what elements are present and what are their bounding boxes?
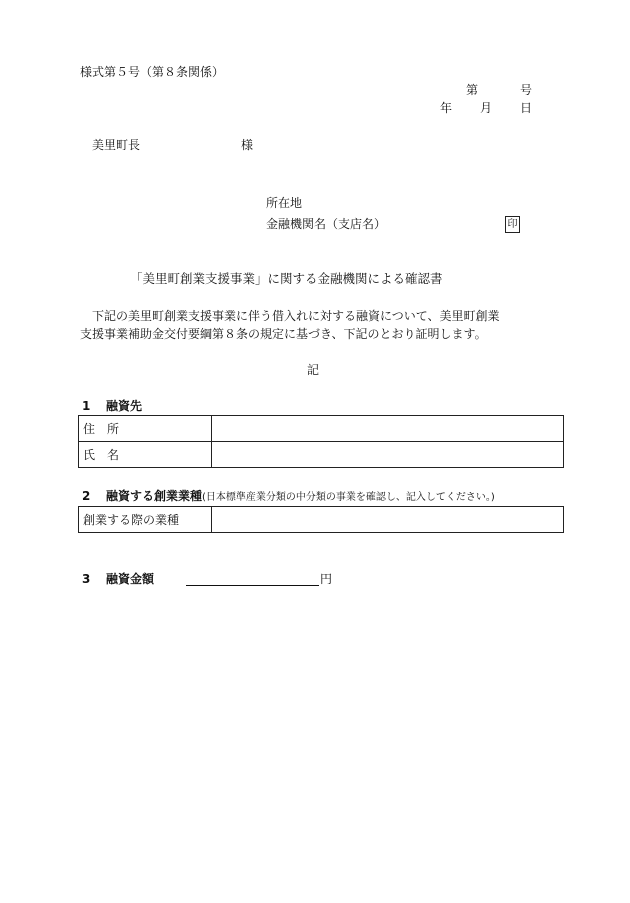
table-row: [79, 507, 564, 533]
document-title: 「美里町創業支援事業」に関する金融機関による確認書: [130, 271, 443, 286]
addressee-honorific: 様: [241, 138, 254, 152]
section-2-note: (日本標準産業分類の中分類の事業を確認し、記入してください。): [202, 492, 495, 503]
industry-label: 創業する際の業種: [79, 507, 212, 533]
address-field[interactable]: [212, 416, 564, 442]
section-2-number: 2: [82, 489, 91, 503]
name-field[interactable]: [212, 442, 564, 468]
industry-table: [78, 506, 564, 533]
borrower-table: [78, 415, 564, 468]
address-label: 住 所: [79, 416, 212, 442]
section-3-title: 融資金額: [106, 572, 155, 586]
doc-number-go: 号: [520, 83, 533, 97]
seal-mark: 印: [505, 216, 520, 233]
doc-number-dai: 第: [466, 83, 479, 97]
section-3-number: 3: [82, 572, 91, 586]
name-label: 氏 名: [79, 442, 212, 468]
bank-name-label: 金融機関名（支店名）: [266, 217, 387, 231]
body-text-line-1: 下記の美里町創業支援事業に伴う借入れに対する融資について、美里町創業: [92, 309, 500, 323]
body-text-line-2: 支援事業補助金交付要綱第８条の規定に基づき、下記のとおり証明します。: [80, 327, 487, 341]
form-number: 様式第５号（第８条関係）: [80, 65, 225, 79]
date-year: 年: [440, 101, 453, 115]
section-2-heading: [106, 490, 495, 503]
section-1-title: 融資先: [106, 399, 143, 413]
date-month: 月: [480, 101, 493, 115]
yen-unit: 円: [320, 572, 333, 586]
section-2-title: 融資する創業業種: [106, 489, 203, 503]
table-row: [79, 416, 564, 442]
date-day: 日: [520, 101, 533, 115]
table-row: [79, 442, 564, 468]
loan-amount-field[interactable]: [186, 585, 319, 586]
ki-heading: 記: [307, 363, 320, 377]
industry-field[interactable]: [212, 507, 564, 533]
location-label: 所在地: [266, 196, 303, 210]
addressee-name: 美里町長: [92, 138, 141, 152]
section-1-number: 1: [82, 399, 91, 413]
